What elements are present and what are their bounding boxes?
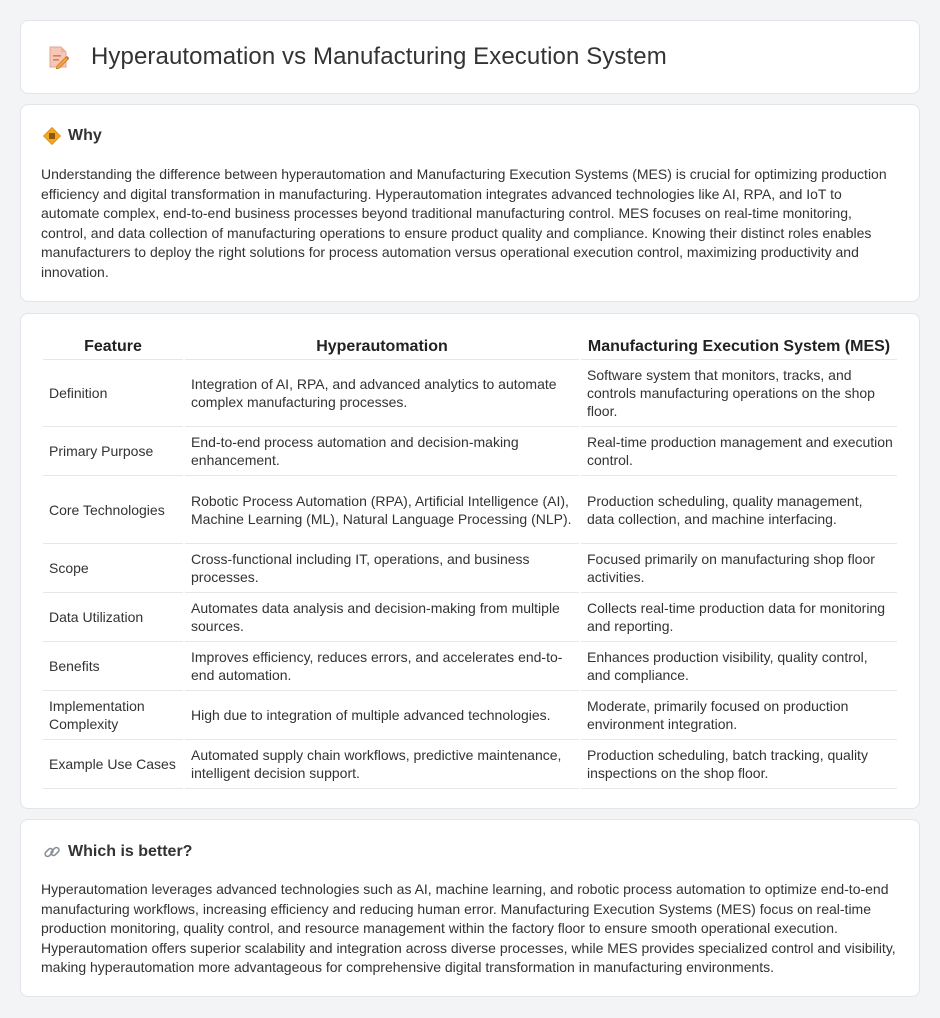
which-is-better-heading [43, 843, 192, 861]
hyperautomation-cell: Integration of AI, RPA, and advanced analytics to automate complex manufacturing processes. [185, 360, 579, 427]
page-title: Hyperautomation vs Manufacturing Execution System [91, 43, 667, 70]
feature-cell: Primary Purpose [43, 427, 183, 476]
mes-cell: Focused primarily on manufacturing shop floor activities. [581, 544, 897, 593]
document-pencil-icon [47, 45, 69, 69]
hyperautomation-cell: High due to integration of multiple advanced technologies. [185, 691, 579, 740]
mes-cell: Production scheduling, quality management, data collection, and machine interfacing. [581, 476, 897, 544]
hyperautomation-cell: Automated supply chain workflows, predictive maintenance, intelligent decision support. [185, 740, 579, 789]
which-is-better-section [20, 819, 920, 997]
mes-cell: Moderate, primarily focused on production environment integration. [581, 691, 897, 740]
column-header-mes: Manufacturing Execution System (MES) [581, 334, 897, 360]
why-paragraph: Understanding the difference between hyperautomation and Manufacturing Execution Systems (MES) is crucial for optimizing production efficiency and digital transformation in manufacturing. Hyperautomation integrates advanced technologies like AI, RPA, and IoT to automate complex, end-to-end business processes beyond traditional manufacturing control. MES focuses on real-time monitoring, control, and data collection of manufacturing operations to ensure product quality and compliance. Knowing their distinct roles enables manufacturers to deploy the right solutions for process automation versus operational execution control, maximizing productivity and innovation. [41, 166, 887, 280]
header-card [20, 20, 920, 94]
feature-cell: Example Use Cases [43, 740, 183, 789]
table-row [43, 642, 897, 691]
mes-cell: Production scheduling, batch tracking, quality inspections on the shop floor. [581, 740, 897, 789]
feature-cell: Data Utilization [43, 593, 183, 642]
hyperautomation-cell: End-to-end process automation and decision-making enhancement. [185, 427, 579, 476]
column-header-hyperautomation: Hyperautomation [185, 334, 579, 360]
column-header-feature: Feature [43, 334, 183, 360]
table-row [43, 544, 897, 593]
diamond-road-sign-icon [43, 127, 61, 145]
mes-cell: Software system that monitors, tracks, and controls manufacturing operations on the shop floor. [581, 360, 897, 427]
feature-cell: Benefits [43, 642, 183, 691]
table-row [43, 593, 897, 642]
table-row [43, 476, 897, 544]
feature-cell: Scope [43, 544, 183, 593]
feature-cell: Implementation Complexity [43, 691, 183, 740]
table-row [43, 691, 897, 740]
why-heading-label: Why [68, 127, 102, 144]
table-header-row [43, 334, 897, 360]
hyperautomation-cell: Robotic Process Automation (RPA), Artificial Intelligence (AI), Machine Learning (ML), Natural Language Processing (NLP). [185, 476, 579, 544]
table-row [43, 427, 897, 476]
hyperautomation-cell: Cross-functional including IT, operations, and business processes. [185, 544, 579, 593]
mes-cell: Enhances production visibility, quality control, and compliance. [581, 642, 897, 691]
hyperautomation-cell: Improves efficiency, reduces errors, and accelerates end-to-end automation. [185, 642, 579, 691]
table-row [43, 740, 897, 789]
table-row [43, 360, 897, 427]
comparison-table [41, 334, 899, 789]
link-icon [43, 843, 61, 861]
feature-cell: Core Technologies [43, 476, 183, 544]
feature-cell: Definition [43, 360, 183, 427]
hyperautomation-cell: Automates data analysis and decision-making from multiple sources. [185, 593, 579, 642]
mes-cell: Collects real-time production data for monitoring and reporting. [581, 593, 897, 642]
mes-cell: Real-time production management and execution control. [581, 427, 897, 476]
why-heading [43, 127, 102, 145]
comparison-table-card [20, 313, 920, 809]
why-section [20, 104, 920, 302]
which-is-better-heading-label: Which is better? [68, 843, 193, 860]
which-is-better-paragraph: Hyperautomation leverages advanced technologies such as AI, machine learning, and robotic process automation to optimize end-to-end manufacturing workflows, increasing efficiency and reducing human error. Manufacturing Execution Systems (MES) focus on real-time production monitoring, quality control, and resource management within the factory floor to ensure smooth operational execution. Hyperautomation offers superior scalability and integration across diverse processes, while MES provides specialized control and visibility, making hyperautomation more advantageous for comprehensive digital transformation in manufacturing environments. [41, 881, 896, 975]
